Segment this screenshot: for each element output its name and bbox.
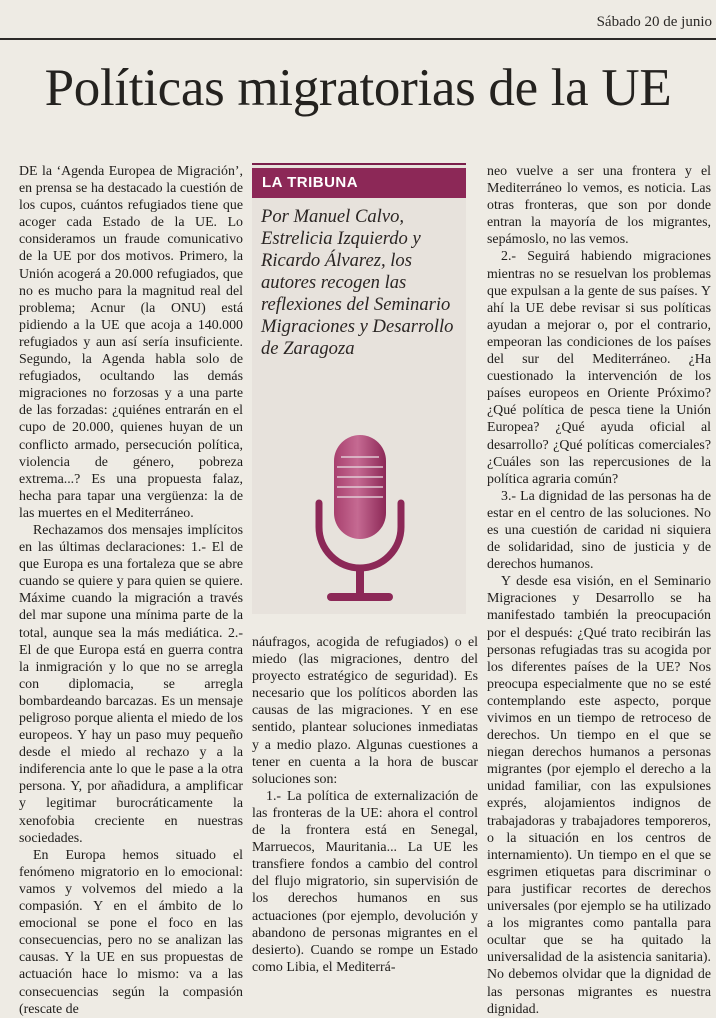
article-column-3: [487, 163, 711, 1018]
paragraph: 1.- La política de externalización de las fronteras de la UE: ahora el control de la frontera está en Senegal, Marruecos, Mauritania... La UE les transfiere fondos a cambio del control del flujo migratorio, sin supervisión de los derechos humanos en sus actuaciones (por ejemplo, devolución y abandono de personas migrantes en el desierto). Cuando se rompe un Estado como Libia, el Mediterrá-: [252, 788, 478, 975]
tribuna-byline: Por Manuel Calvo, Estrelicia Izquierdo y Ricardo Álvarez, los autores recogen las reflexiones del Seminario Migraciones y Desarrollo de Zaragoza: [261, 206, 454, 359]
paragraph: neo vuelve a ser una frontera y el Mediterráneo lo vemos, es noticia. Las otras fronteras, que son por donde entran la mayoría de los migrantes, sepámoslo, no las vemos.: [487, 164, 711, 248]
paragraph: 2.- Seguirá habiendo migraciones mientras no se resuelvan los problemas que expulsan a la gente de sus países. Y ahí la UE debe revisar si sus políticas ayudan a mejorar o, por el contrario, empeoran las condiciones de los países del sur del Mediterráneo. ¿Ha cuestionado la intervención de los países europeos en Oriente Próximo? ¿Qué política de pesca tiene la Unión Europea? ¿Qué ayuda oficial al desarrollo? ¿Qué políticas comerciales? ¿Cuáles son las repercusiones de la política agraria común?: [487, 249, 711, 487]
date-line: Sábado 20 de junio: [596, 14, 712, 30]
article-column-1: [19, 163, 243, 1018]
article-column-2: [252, 634, 478, 976]
paragraph: 3.- La dignidad de las personas ha de estar en el centro de las soluciones. No es una cuestión de caridad ni siquiera de solidaridad, sino de justicia y de derechos humanos.: [487, 488, 711, 573]
paragraph: náufragos, acogida de refugiados) o el miedo (las migraciones, dentro del proyecto estratégico de seguridad). Es necesario que los políticos aborden las causas de las migraciones. Y en ese sentido, plantear soluciones inmediatas y a medio plazo. Algunas cuestiones a tener en cuenta a la hora de buscar soluciones son:: [252, 635, 478, 787]
top-rule: [0, 38, 716, 40]
microphone-icon: [305, 435, 415, 607]
paragraph: DE la ‘Agenda Europea de Migración’, en prensa se ha destacado la cuestión de los cupos, cuántos refugiados tiene que acoger cada Estado de la UE. Lo consideramos un fraude comunicativo de la UE por dos motivos. Primero, la Unión acogerá a 20.000 refugiados, que no es mucho para la magnitud real del problema; Acnur (la ONU) está pidiendo a la UE que acoja a 140.000 refugiados y aun así sería insuficiente. Segundo, la Agenda habla solo de refugiados, ocultando las demás migraciones no forzosas y a una parte de las forzadas: ¿quiénes entrarán en el cupo de 20.000, quienes huyan de un conflicto armado, persecución política, violencia de género, pobreza extrema...? Es una propuesta falaz, hecha para tapar una vergüenza: la de las muertes en el Mediterráneo.: [19, 164, 243, 521]
paragraph: Rechazamos dos mensajes implícitos en las últimas declaraciones: 1.- El de que Europa es una fortaleza que se abre cuando se quiere y para quien se quiere. Máxime cuando la migración a través del mar supone una mínima parte de la total, aunque sea la más mediática. 2.- El de que Europa está en guerra contra la inmigración y lo que no se arregla con diplomacia, se arregla bombardeando barcazas. Es un mensaje peligroso porque alienta el miedo de los europeos. Y hay un paso muy pequeño desde el miedo al rechazo y a la indiferencia ante lo que le pase a la otra persona. Y, por añadidura, a amplificar y legitimar burocráticamente la xenofobia creciente en nuestras sociedades.: [19, 522, 243, 846]
paragraph: En Europa hemos situado el fenómeno migratorio en lo emocional: vamos y volvemos del miedo a la compasión. Y en el ámbito de lo emocional se pone el foco en las consecuencias, pero no se analizan las causas. Y la UE en sus propuestas de actuación hace lo mismo: va a las consecuencias según la compasión (rescate de: [19, 847, 243, 1017]
headline: Políticas migratorias de la UE: [44, 59, 672, 117]
paragraph: Y desde esa visión, en el Seminario Migraciones y Desarrollo se ha manifestado también la preocupación por el después: ¿Qué trato recibirán las personas refugiadas tras su acogida por los diferentes países de la UE? Nos preocupa especialmente que no se esté contemplando este aspecto, porque vivimos en un tiempo de retroceso de derechos. Un tiempo en el que se niegan derechos humanos a personas migrantes (por ejemplo el derecho a la unidad familiar, con las expulsiones exprés, alojamientos indignos de trabajadoras y trabajadores temporeros, o la situación en los centros de internamiento). Un tiempo en el que se esgrimen etiquetas para discriminar o para justificar recortes de derechos universales (por ejemplo se ha utilizado a los migrantes como pantalla para ocultar que se ha quitado la universalidad de la asistencia sanitaria). No debemos olvidar que la dignidad de las personas migrantes es nuestra dignidad.: [487, 574, 711, 1017]
tribuna-label: LA TRIBUNA: [252, 168, 466, 198]
tribuna-box: [252, 163, 466, 614]
